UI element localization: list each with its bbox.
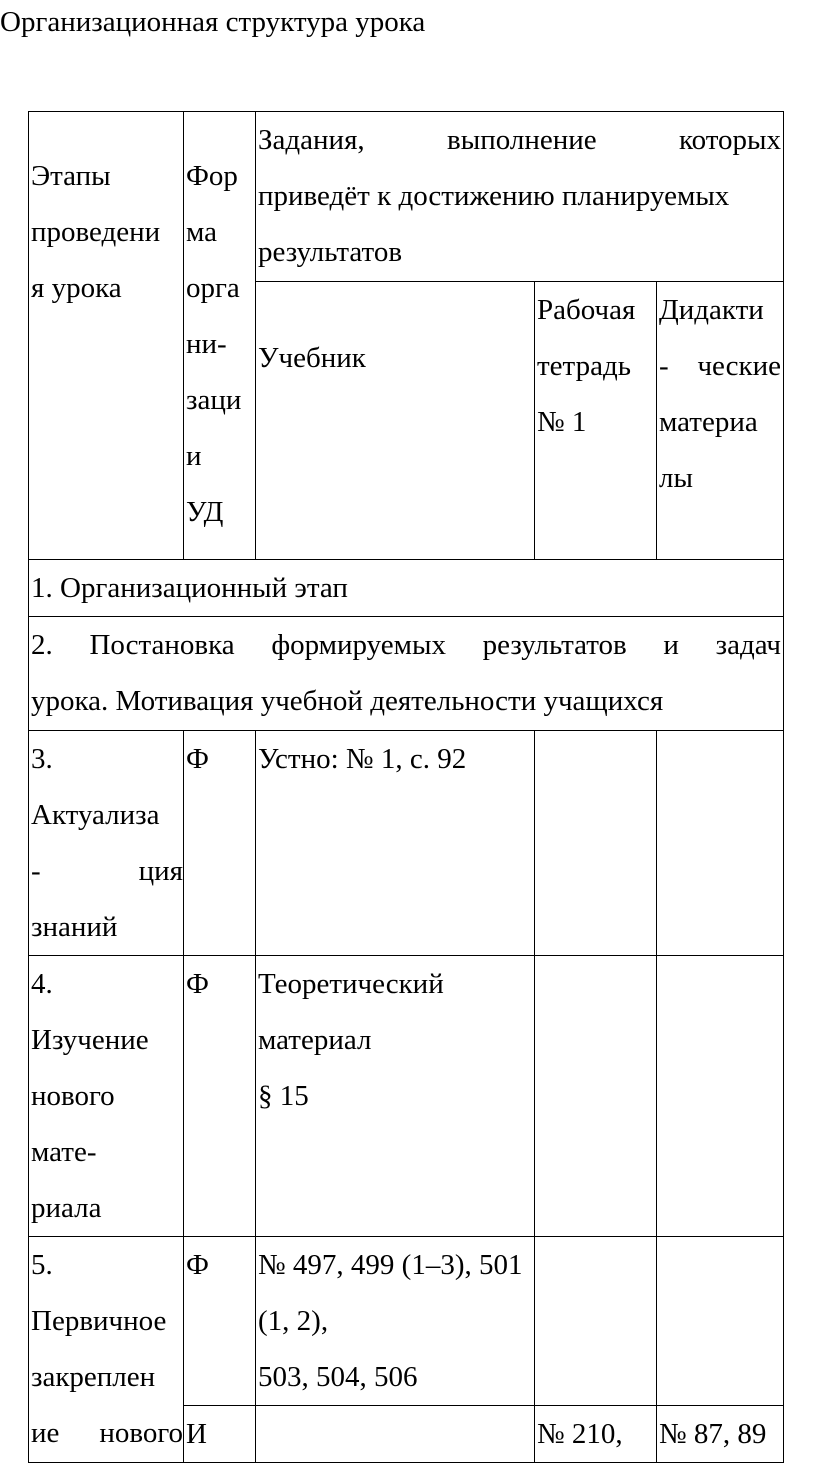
header-didactic-line: - ческие	[659, 350, 782, 382]
stage-5-textbook-line: (1, 2),	[258, 1305, 329, 1337]
stage-4-textbook-line: материал	[258, 1024, 372, 1056]
stage-1-cell: 1. Организационный этап	[29, 560, 784, 617]
stage-3-line: знаний	[31, 911, 118, 943]
header-form-line: Фор	[186, 160, 238, 192]
table-row	[29, 560, 784, 617]
header-form-line: и	[186, 440, 202, 472]
stage-3-line: Актуализа	[31, 799, 160, 831]
stage-5-line: ие нового	[31, 1417, 183, 1449]
header-tasks-line: Задания, выполнение которых	[258, 124, 782, 156]
header-form-cell	[184, 112, 256, 560]
header-textbook-cell	[256, 282, 535, 560]
stage-4-line: нового	[31, 1080, 115, 1112]
page-title: Организационная структура урока	[0, 6, 426, 38]
stage-4-form-cell: Ф	[184, 956, 256, 1237]
stage-5-textbook-line: № 497, 499 (1–3), 501	[258, 1249, 523, 1281]
stage-2-line: 2. Постановка формируемых результатов и задач	[31, 629, 782, 661]
header-form-line: орга	[186, 272, 240, 304]
stage-4-textbook-cell	[256, 956, 535, 1237]
header-tasks-line: приведёт к достижению планируемых	[258, 180, 730, 212]
header-tasks-line: результатов	[258, 236, 403, 268]
header-stages-line: я урока	[31, 272, 122, 304]
header-workbook-line: тетрадь	[537, 350, 631, 382]
stage-3-cell	[29, 731, 184, 956]
header-workbook-line: № 1	[537, 406, 587, 438]
header-workbook-cell	[535, 282, 657, 560]
stage-3-line: - ция	[31, 855, 183, 887]
stage-5-workbook2-cell: № 210,	[535, 1406, 657, 1463]
header-form-line: ни-	[186, 328, 227, 360]
table-row	[29, 956, 784, 1237]
stage-4-line: 4.	[31, 968, 53, 1000]
stage-4-workbook-cell	[535, 956, 657, 1237]
header-didactic-cell	[657, 282, 784, 560]
header-workbook-line: Рабочая	[537, 294, 636, 326]
stage-3-form-cell: Ф	[184, 731, 256, 956]
header-form-line: ма	[186, 216, 218, 248]
header-didactic-line: Дидакти	[659, 294, 764, 326]
stage-5-textbook-line: 503, 504, 506	[258, 1361, 418, 1393]
stage-5-line: закреплен	[31, 1361, 156, 1393]
stage-4-line: Изучение	[31, 1024, 149, 1056]
stage-2-cell	[29, 617, 784, 731]
table-row	[29, 731, 784, 956]
stage-4-textbook-line: Теоретический	[258, 968, 444, 1000]
stage-3-workbook-cell	[535, 731, 657, 956]
stage-4-cell	[29, 956, 184, 1237]
stage-5-textbook2-cell	[256, 1406, 535, 1463]
header-didactic-line: материа	[659, 406, 758, 438]
stage-5-cell	[29, 1237, 184, 1463]
stage-4-textbook-line: § 15	[258, 1080, 309, 1112]
header-textbook-label: Учебник	[258, 342, 366, 374]
header-stages-line: Этапы	[31, 160, 111, 192]
table-row	[29, 1237, 784, 1406]
stage-4-line: мате-	[31, 1136, 97, 1168]
stage-5-line: 5.	[31, 1249, 53, 1281]
stage-4-line: риала	[31, 1192, 102, 1224]
stage-5-line: Первичное	[31, 1305, 167, 1337]
stage-2-line: урока. Мотивация учебной деятельности учащихся	[31, 685, 664, 717]
stage-5-textbook-cell	[256, 1237, 535, 1406]
stage-3-textbook-cell: Устно: № 1, с. 92	[256, 731, 535, 956]
lesson-structure-table	[28, 111, 784, 1463]
stage-5-form2-cell: И	[184, 1406, 256, 1463]
stage-3-didactic-cell	[657, 731, 784, 956]
header-row	[29, 112, 784, 282]
stage-5-didactic-cell	[657, 1237, 784, 1406]
header-stages-line: проведени	[31, 216, 161, 248]
header-form-line: заци	[186, 384, 242, 416]
header-tasks-cell	[256, 112, 784, 282]
header-stages-cell	[29, 112, 184, 560]
header-form-line: УД	[186, 496, 224, 528]
stage-5-didactic2-cell: № 87, 89	[657, 1406, 784, 1463]
stage-5-workbook-cell	[535, 1237, 657, 1406]
stage-5-form-cell: Ф	[184, 1237, 256, 1406]
header-didactic-line: лы	[659, 462, 693, 494]
table-row	[29, 617, 784, 731]
stage-4-didactic-cell	[657, 956, 784, 1237]
stage-3-line: 3.	[31, 743, 53, 775]
